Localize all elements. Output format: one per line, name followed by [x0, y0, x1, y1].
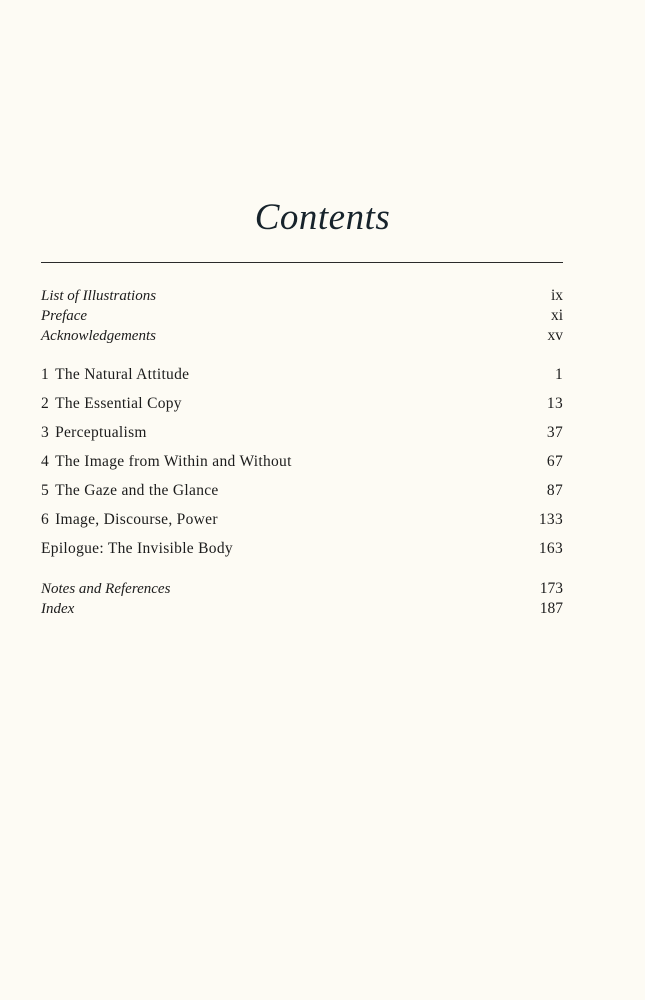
- toc-entry-label-wrap: [41, 364, 189, 386]
- toc-entry-chapter-2[interactable]: [41, 393, 563, 422]
- toc-entry-label: Perceptualism: [55, 424, 147, 441]
- toc-entry-page: xi: [550, 307, 563, 324]
- toc-entry-preface[interactable]: [41, 306, 563, 326]
- toc-entry-label-wrap: [41, 393, 182, 415]
- toc-entry-page: xv: [547, 327, 563, 344]
- toc-entry-list-of-illustrations[interactable]: [41, 286, 563, 306]
- toc-entry-label: List of Illustrations: [41, 288, 157, 304]
- toc-entry-label: Image, Discourse, Power: [55, 511, 218, 528]
- chapter-number: 1: [41, 366, 50, 383]
- toc-entry-label: Epilogue: The Invisible Body: [41, 540, 233, 557]
- toc-entry-page: ix: [550, 287, 563, 304]
- toc-entry-label: The Natural Attitude: [55, 366, 190, 383]
- back-matter-list: [41, 579, 563, 619]
- toc-entry-label: The Image from Within and Without: [55, 453, 292, 470]
- toc-entry-label-wrap: [41, 509, 218, 531]
- toc-entry-page: 1: [554, 366, 563, 383]
- toc-entry-page: 37: [546, 424, 563, 441]
- toc-entry-chapter-6[interactable]: [41, 509, 563, 538]
- toc-entry-page: 13: [546, 395, 563, 412]
- title-rule: [41, 262, 563, 263]
- toc-entry-label-wrap: [41, 451, 292, 473]
- toc-entry-page: 173: [539, 580, 563, 597]
- toc-entry-page: 163: [538, 540, 563, 557]
- toc-entry-acknowledgements[interactable]: [41, 326, 563, 346]
- toc-entry-index[interactable]: [41, 599, 563, 619]
- chapter-number: 3: [41, 424, 50, 441]
- page-title: Contents: [254, 197, 391, 238]
- toc-entry-notes-and-references[interactable]: [41, 579, 563, 599]
- toc-entry-chapter-3[interactable]: [41, 422, 563, 451]
- toc-entry-page: 67: [546, 453, 563, 470]
- toc-entry-label-wrap: [41, 480, 219, 502]
- toc-entry-epilogue[interactable]: [41, 538, 563, 567]
- toc-entry-page: 87: [546, 482, 563, 499]
- toc-entry-label: The Essential Copy: [55, 395, 182, 412]
- chapter-list: [41, 364, 563, 567]
- toc-entry-label: Acknowledgements: [41, 328, 156, 344]
- toc-entry-label: Notes and References: [41, 581, 171, 597]
- toc-entry-chapter-4[interactable]: [41, 451, 563, 480]
- chapter-number: 4: [41, 453, 50, 470]
- toc-entry-label: Index: [41, 601, 75, 617]
- chapter-number: 2: [41, 395, 50, 412]
- toc-entry-chapter-1[interactable]: [41, 364, 563, 393]
- toc-entry-page: 133: [538, 511, 563, 528]
- chapter-number: 5: [41, 482, 50, 499]
- chapter-number: 6: [41, 511, 50, 528]
- toc-entry-chapter-5[interactable]: [41, 480, 563, 509]
- toc-entry-page: 187: [539, 600, 563, 617]
- toc-entry-label: The Gaze and the Glance: [55, 482, 219, 499]
- front-matter-list: [41, 286, 563, 346]
- toc-entry-label: Preface: [41, 308, 88, 324]
- toc-entry-label-wrap: [41, 422, 147, 444]
